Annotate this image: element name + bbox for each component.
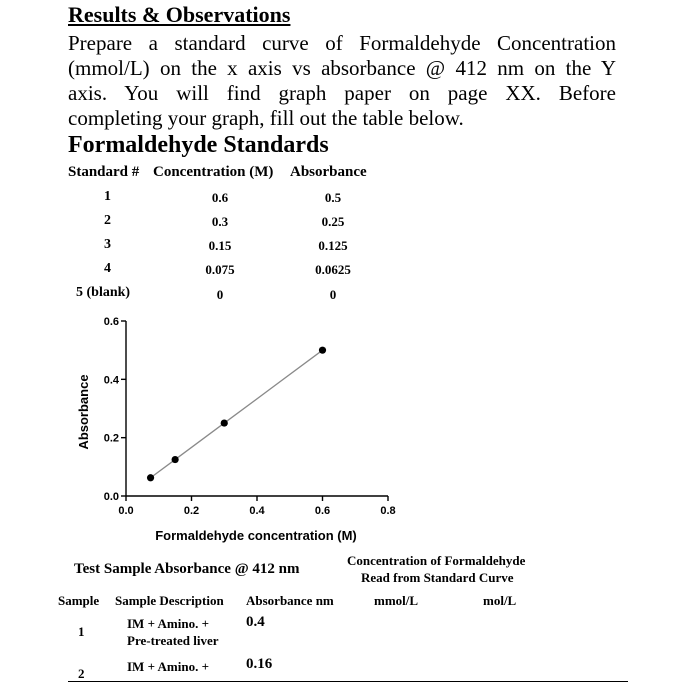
x-tick-label: 0.8 — [380, 505, 396, 517]
sample-number: 2 — [78, 666, 85, 681]
section-title: Results & Observations — [68, 2, 291, 27]
data-point — [172, 456, 179, 463]
concentration-cell: 0.3 — [211, 214, 229, 229]
table-bottom-divider — [68, 681, 628, 682]
instruction-line: axis. You will find graph paper on page XX. Before — [68, 81, 616, 105]
standard-number: 3 — [104, 237, 111, 252]
instruction-line: (mmol/L) on the x axis vs absorbance @ 412 nm on the Y — [68, 56, 616, 80]
concentration-cell: 0.15 — [208, 238, 232, 253]
sample-description: IM + Amino. + — [127, 659, 209, 674]
col-header-standard: Standard # — [68, 164, 140, 180]
standard-number: 5 (blank) — [76, 285, 131, 300]
standard-number: 1 — [104, 189, 111, 204]
col-header-absorbance: Absorbance — [290, 164, 367, 180]
concentration-cell: 0.075 — [205, 262, 235, 277]
standards-title: Formaldehyde Standards — [68, 132, 329, 158]
instruction-line: completing your graph, fill out the table below. — [68, 106, 464, 130]
col-header-mol: mol/L — [483, 593, 517, 608]
test-table-title: Test Sample Absorbance @ 412 nm — [74, 561, 300, 577]
col-header-concentration: Concentration (M) — [153, 164, 274, 180]
sample-absorbance: 0.16 — [246, 656, 273, 672]
absorbance-cell: 0.0625 — [315, 262, 351, 277]
absorbance-cell: 0.5 — [324, 190, 342, 205]
sample-description: Pre-treated liver — [127, 633, 219, 648]
col-header-description: Sample Description — [115, 593, 224, 608]
col-header-absorbance: Absorbance nm — [246, 593, 334, 608]
data-point — [147, 474, 154, 481]
col-header-mmol: mmol/L — [374, 593, 419, 608]
instruction-line: Prepare a standard curve of Formaldehyde Concentration — [68, 31, 616, 55]
sample-description: IM + Amino. + — [127, 616, 209, 631]
standard-curve-chart — [0, 300, 420, 550]
sample-absorbance: 0.4 — [246, 614, 265, 630]
sample-number: 1 — [78, 624, 85, 639]
data-point — [319, 347, 326, 354]
y-tick-label: 0.4 — [103, 374, 119, 387]
concentration-cell: 0 — [216, 287, 224, 302]
col-header-sample: Sample — [58, 593, 100, 608]
absorbance-cell: 0.125 — [318, 238, 348, 253]
y-axis-label: Absorbance — [76, 374, 91, 450]
standard-number: 4 — [104, 261, 111, 276]
x-tick-label: 0.0 — [118, 505, 134, 517]
data-point — [221, 419, 228, 426]
concentration-header-line1: Concentration of Formaldehyde — [347, 553, 526, 568]
y-tick-label: 0.6 — [103, 316, 119, 328]
concentration-cell: 0.6 — [211, 190, 229, 205]
x-tick-label: 0.2 — [183, 505, 200, 517]
y-tick-label: 0.2 — [103, 432, 119, 445]
standard-number: 2 — [104, 213, 111, 228]
x-tick-label: 0.4 — [249, 505, 265, 517]
absorbance-cell: 0.25 — [321, 214, 345, 229]
x-axis-label: Formaldehyde concentration (M) — [155, 528, 357, 543]
x-tick-label: 0.6 — [314, 505, 331, 517]
y-tick-label: 0.0 — [103, 491, 119, 503]
instructions-paragraph — [68, 31, 616, 131]
concentration-header-line2: Read from Standard Curve — [361, 570, 514, 585]
absorbance-cell: 0 — [329, 287, 337, 302]
